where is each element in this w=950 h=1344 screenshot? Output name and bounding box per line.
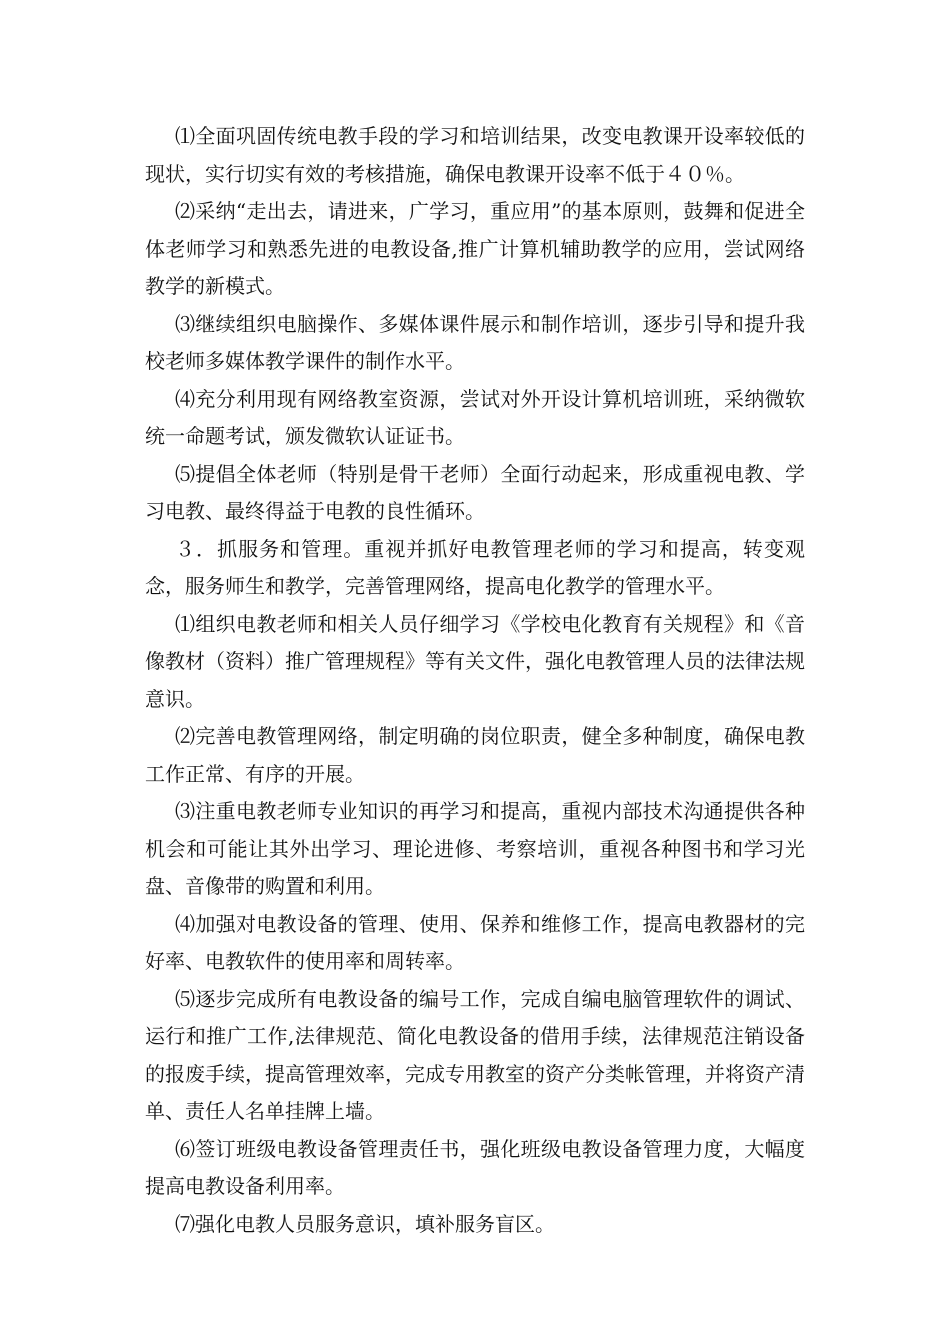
paragraph-9: ⑶注重电教老师专业知识的再学习和提高，重视内部技术沟通提供各种机会和可能让其外出学习、理论进修、考察培训，重视各种图书和学习光盘、音像带的购置和利用。 — [145, 799, 805, 898]
paragraph-1: ⑴全面巩固传统电教手段的学习和培训结果，改变电教课开设率较低的现状，实行切实有效的考核措施，确保电教课开设率不低于４０％。 — [145, 124, 805, 186]
paragraph-2: ⑵采纳“走出去，请进来，广学习，重应用”的基本原则，鼓舞和促进全体老师学习和熟悉先进的电教设备,推广计算机辅助教学的应用，尝试网络教学的新模式。 — [145, 199, 805, 298]
document-body — [145, 118, 805, 1243]
paragraph-8: ⑵完善电教管理网络，制定明确的岗位职责，健全多种制度，确保电教工作正常、有序的开展。 — [145, 724, 805, 786]
section-heading-3: ３．抓服务和管理。重视并抓好电教管理老师的学习和提高，转变观念，服务师生和教学，完善管理网络，提高电化教学的管理水平。 — [145, 536, 805, 598]
paragraph-7: ⑴组织电教老师和相关人员仔细学习《学校电化教育有关规程》和《音像教材（资料）推广管理规程》等有关文件，强化电教管理人员的法律法规意识。 — [145, 611, 805, 711]
paragraph-4: ⑷充分利用现有网络教室资源，尝试对外开设计算机培训班，采纳微软统一命题考试，颁发微软认证证书。 — [145, 386, 805, 448]
paragraph-13: ⑺强化电教人员服务意识，填补服务盲区。 — [175, 1211, 555, 1236]
paragraph-11: ⑸逐步完成所有电教设备的编号工作，完成自编电脑管理软件的调试、运行和推广工作,法律规范、简化电教设备的借用手续，法律规范注销设备的报废手续，提高管理效率，完成专用教室的资产分类帐管理，并将资产清单、责任人名单挂牌上墙。 — [145, 986, 805, 1123]
paragraph-10: ⑷加强对电教设备的管理、使用、保养和维修工作，提高电教器材的完好率、电教软件的使用率和周转率。 — [145, 911, 805, 973]
paragraph-3: ⑶继续组织电脑操作、多媒体课件展示和制作培训，逐步引导和提升我校老师多媒体教学课件的制作水平。 — [145, 311, 805, 373]
paragraph-5: ⑸提倡全体老师（特别是骨干老师）全面行动起来，形成重视电教、学习电教、最终得益于电教的良性循环。 — [145, 461, 805, 523]
paragraph-12: ⑹签订班级电教设备管理责任书，强化班级电教设备管理力度，大幅度提高电教设备利用率。 — [145, 1136, 805, 1198]
